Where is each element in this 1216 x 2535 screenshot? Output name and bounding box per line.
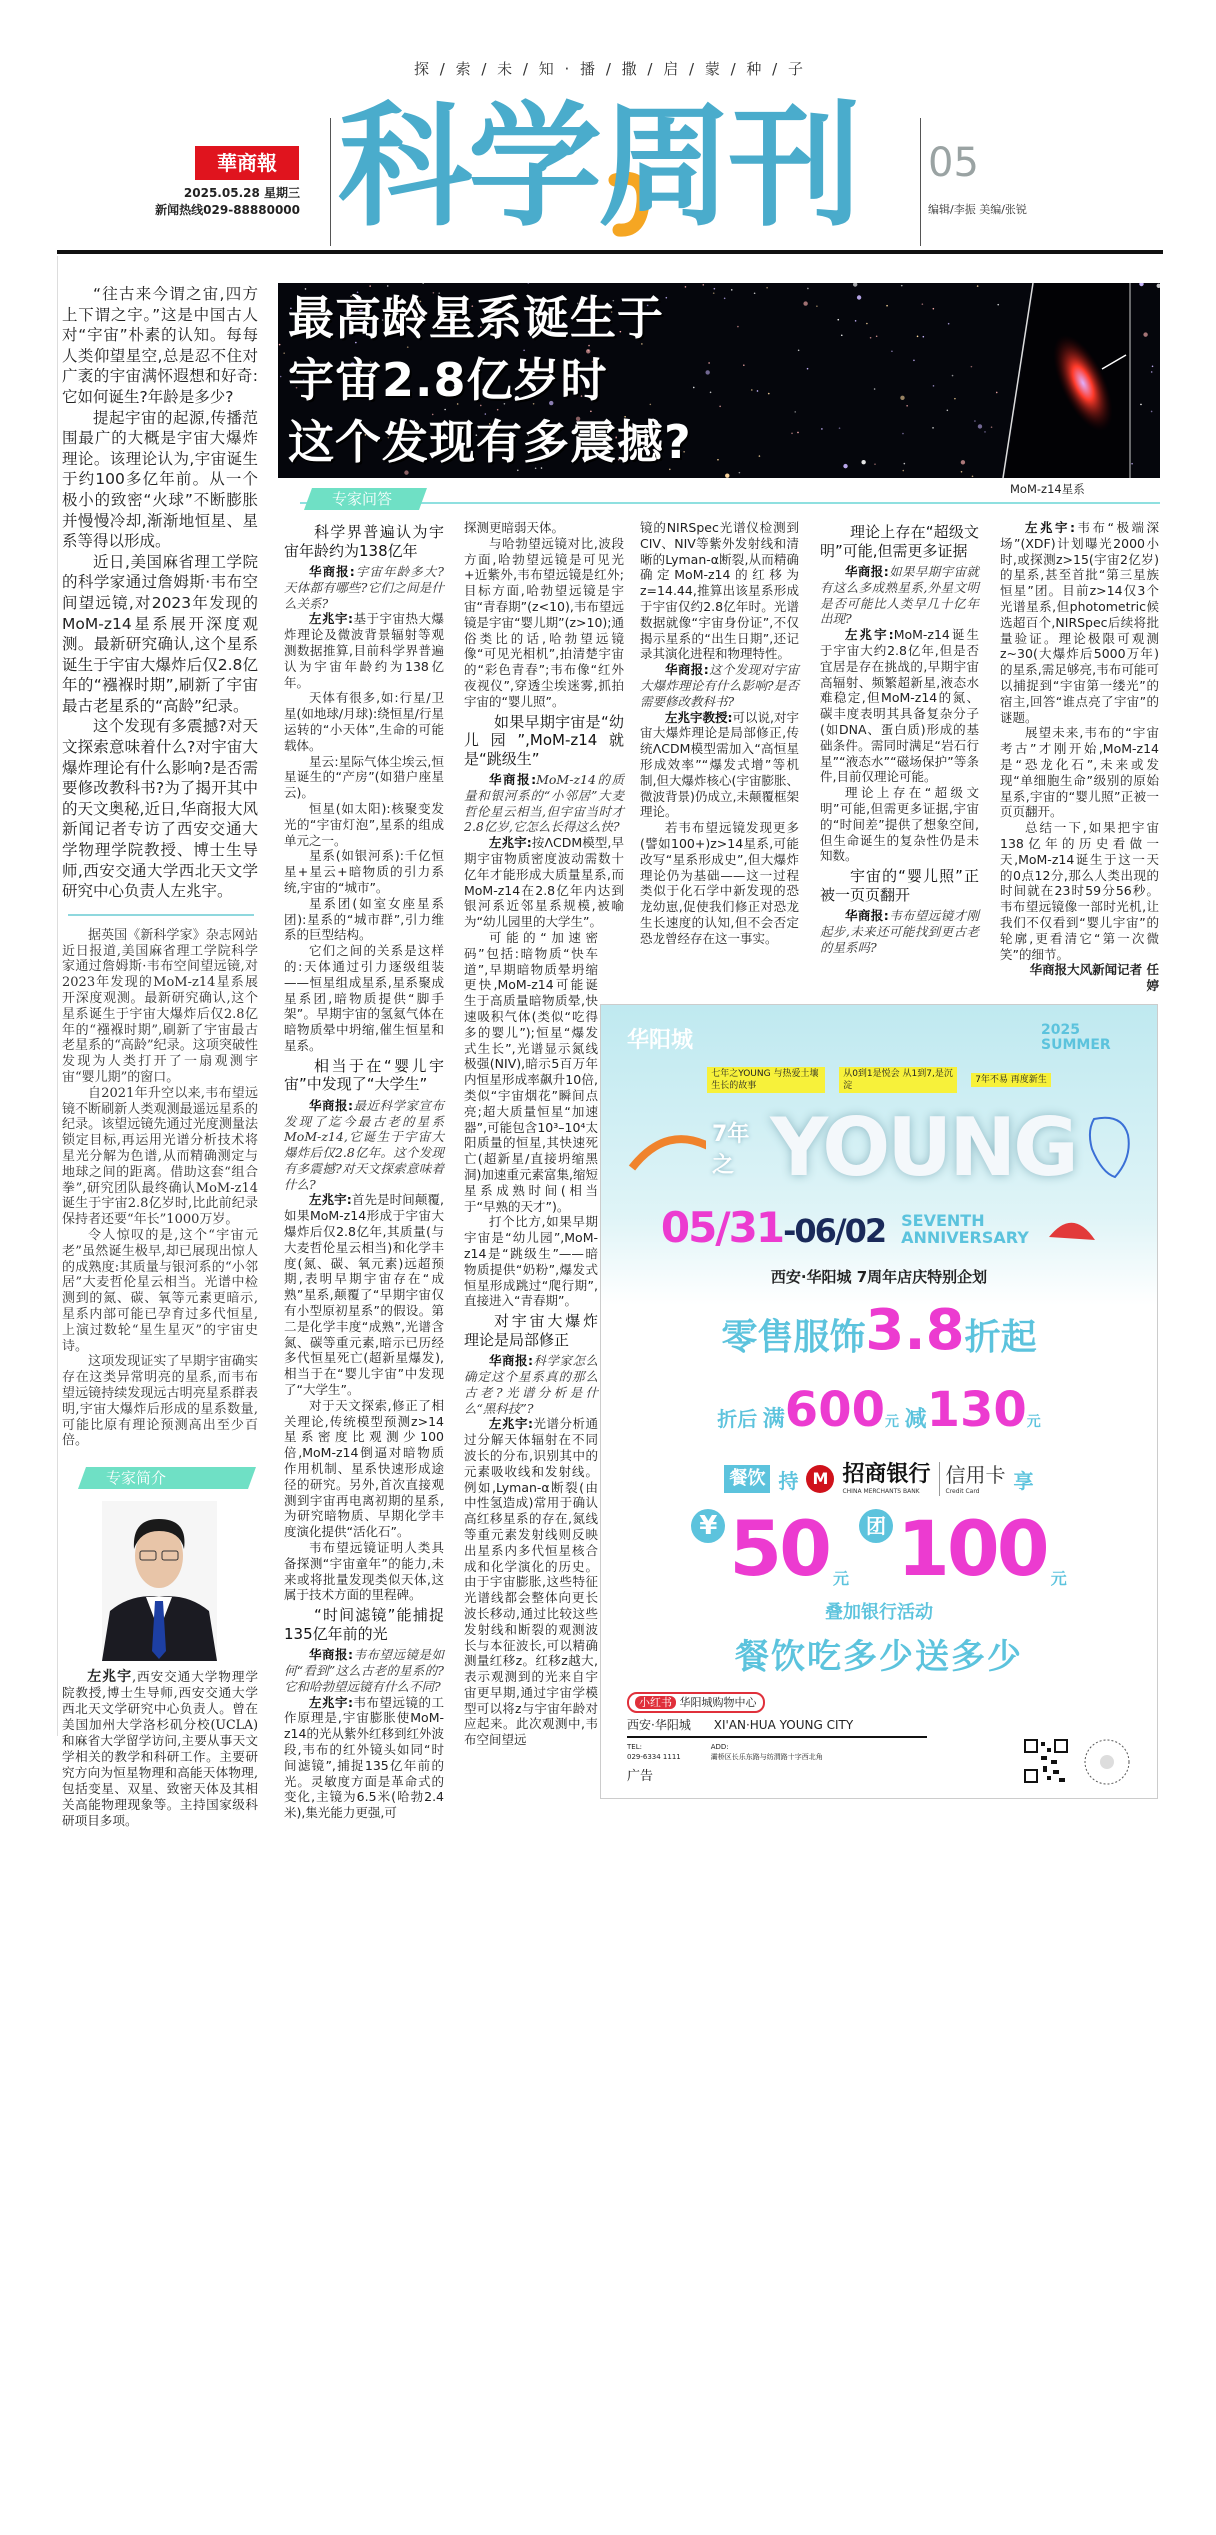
news-text: [62, 928, 258, 1449]
ad-tag-3: 7年不易 再度新生: [971, 1073, 1051, 1087]
answer-text: 基于宇宙热大爆炸理论及微波背景辐射等观测数据推算,目前科学界普遍认为宇宙年龄约为138亿年。: [284, 611, 444, 690]
paragraph: 理论上存在“超级文明”可能,但需更多证据,宇宙的“时间差”提供了想象空间,但生命诞生的复杂性仍是未知数。: [820, 785, 979, 864]
ad-address-text: 灞桥区长乐东路与纺渭路十字西北角: [710, 1752, 823, 1761]
right-area: [600, 520, 1160, 1799]
ad-contact: [627, 1691, 927, 1786]
speaker-label: 左兆宇:: [489, 1416, 533, 1432]
ad-location: [627, 1713, 927, 1738]
speaker-label: 左兆宇:: [489, 835, 532, 851]
paragraph: 总结一下,如果把宇宙138亿年的历史看做一天,MoM-z14诞生于这一天的0点12分,那么人类出现的时间就在23时59分56秒。韦布望远镜像一部时光机,让我们不仅看到“婴儿宇宙”的轮廓,更看清它“第一次微笑”的细节。: [1000, 820, 1159, 962]
reporter-byline: 华商报大风新闻记者 任婷: [1029, 962, 1159, 994]
speaker-label: 左兆宇:: [309, 611, 353, 627]
answer-text: 韦布望远镜的工作原理是,宇宙膨胀使MoM-z14的光从紫外红移到红外波段,韦布的红外镜头如同“时间滤镜”,捕捉135亿年前的光。灵敏度方面是革命式的变化,主镜为6.5米(哈勃2.4米),集光能力更强,可: [284, 1694, 444, 1821]
headline-line-2: 宇宙2.8亿岁时: [288, 353, 608, 407]
ad-bank-name: 招商银行: [842, 1462, 931, 1488]
ad-top-row: [627, 1023, 1131, 1054]
question-text: 最近科学家宣布发现了迄今最古老的星系MoM-z14,它诞生于宇宙大爆炸后仅2.8亿年。这个发现有多震撼?对天文探索意味着什么?: [284, 1097, 444, 1192]
news-paragraph: 自2021年升空以来,韦布望远镜不断刷新人类观测最遥远星系的纪录。该望远镜先通过光度测量法锁定目标,再运用光谱分析技术将星光分解为色谱,从而精确测定与地球之间的距离。借助这套“组合拳”,研究团队最终确认MoM-z14诞生于宇宙2.8亿岁时,比此前纪录保持者还要“年长”1000万岁。: [62, 1085, 258, 1228]
expert-photo: [102, 1501, 217, 1661]
reporter-question: [284, 564, 444, 611]
ad-yuan-2: 元: [1026, 1413, 1041, 1430]
reporter-question: [820, 908, 979, 955]
article-column-4: [820, 520, 979, 956]
speaker-label: 华商报:: [309, 1097, 353, 1113]
right-columns-row: [600, 520, 1160, 994]
image-caption: MoM-z14星系: [1010, 482, 1085, 496]
advertisement[interactable]: [600, 1004, 1158, 1799]
masthead-divider-left: [330, 118, 331, 246]
question-text: 科学家怎么确定这个星系真的那么古老?光谱分析是什么“黑科技”?: [464, 1353, 598, 1416]
ad-label: 广告: [627, 1768, 654, 1784]
ad-minus-amount: 130: [926, 1381, 1027, 1438]
ad-yuan-1: 元: [885, 1413, 899, 1430]
bank-logo-icon: M: [806, 1465, 834, 1493]
subheading: 理论上存在“超级文明”可能,但需更多证据: [820, 523, 979, 560]
answer-text: 按ΛCDM模型,早期宇宙物质密度波动需数十亿年才能形成大质量星系,而MoM-z14在2.8亿年内达到银河系近邻星系规模,被喻为“幼儿园里的大学生”。: [464, 835, 624, 930]
ad-tags-row: [627, 1067, 1131, 1093]
speaker-label: 华商报:: [845, 908, 889, 924]
ad-retail-suffix: 折起: [964, 1317, 1037, 1359]
portrait-icon: [102, 1501, 217, 1661]
editors-credit: 编辑/李振 美编/张锐: [928, 203, 1027, 216]
paragraph: 若韦布望远镜发现更多(譬如100+)z>14星系,可能改写“星系形成史”,但大爆炸理论仍为基础——这一过程类似于化石学中新发现的恐龙幼崽,促使我们修正对恐龙生长速度的认知,但不会否定恐龙曾经存在这一事实。: [640, 820, 799, 946]
question-text: 这个发现对宇宙大爆炸理论有什么影响?是否需要修改教科书?: [640, 662, 799, 709]
subheading: 相当于在“婴儿宇宙”中发现了“大学生”: [284, 1056, 444, 1094]
answer-text: MoM-z14诞生于宇宙大约2.8亿年,但是否宜居是存在挑战的,早期宇宙高辐射、频繁超新星,液态水难稳定,但MoM-z14的氮、碳丰度表明其具备复杂分子(如DNA、蛋白质)形成的基础条件。需同时满足“岩石行星”“液态水”“磁场保护”等条件,目前仅理论可能。: [820, 627, 980, 785]
ad-bank-en: CHINA MERCHANTS BANK: [842, 1488, 920, 1496]
expert-answer: [284, 1192, 444, 1397]
speaker-label: 华商报:: [665, 662, 709, 678]
question-text: 韦布望远镜是如何“看到”这么古老的星系的?它和哈勃望远镜有什么不同?: [284, 1647, 444, 1694]
ad-full-amount: 600: [784, 1381, 885, 1438]
qr-code-icon[interactable]: [1023, 1738, 1069, 1784]
subheading: 科学界普遍认为宇宙年龄约为138亿年: [284, 523, 444, 560]
ad-xhs-account: [627, 1692, 765, 1713]
ad-full-minus-offer: [627, 1382, 1131, 1450]
ad-card-en: Credit Card: [945, 1488, 980, 1496]
ad-card: 信用卡: [945, 1463, 1006, 1488]
ad-group-amount: 100: [897, 1503, 1047, 1593]
paragraph: 与哈勃望远镜对比,波段方面,哈勃望远镜是可见光+近紫外,韦布望远镜是红外;目标方面,哈勃望远镜是宇宙“青春期”(z<10),韦布望远镜是宇宙“婴儿期”(z>10);通俗类比的话,哈勃望远镜像“可见光相机”,拍清楚宇宙的“彩色青春”;韦布像“红外夜视仪”,穿透尘埃迷雾,抓拍宇宙的“婴儿照”。: [464, 535, 624, 709]
ad-hold: 持: [778, 1468, 799, 1493]
question-text: 韦布望远镜才刚起步,未来还可能找到更古老的星系吗?: [820, 908, 979, 955]
paragraph: 探测更暗弱天体。: [464, 520, 565, 535]
paragraph: 打个比方,如果早期宇宙是“幼儿园”,MoM-z14是“跳级生”——暗物质提供“奶粉”,爆发式恒星形成跳过“爬行期”,直接进入“青春期”。: [464, 1214, 598, 1309]
headline-image: [278, 283, 1160, 478]
ad-dining-badge: 餐饮: [724, 1465, 770, 1493]
ad-retail-offer: [627, 1300, 1131, 1369]
ad-xhs-label: 小红书: [635, 1696, 676, 1709]
ad-hero-row: [627, 1101, 1131, 1195]
ad-xhs-name: 华阳城购物中心: [679, 1695, 757, 1709]
ad-add-label: ADD:: [710, 1742, 729, 1751]
paragraph: 星云:星际气体尘埃云,恒星诞生的“产房”(如猎户座星云)。: [284, 753, 444, 801]
paragraph: 星系(如银河系):千亿恒星+星云+暗物质的引力系统,宇宙的“城市”。: [284, 848, 444, 895]
expert-answer: [820, 627, 979, 785]
question-text: MoM-z14的质量和银河系的“小邻居”大麦哲伦星云相当,但宇宙当时才2.8亿岁,它怎么长得这么快?: [464, 772, 624, 835]
ad-anniversary: SEVENTH ANNIVERSARY: [901, 1211, 1029, 1248]
headline: [288, 287, 692, 473]
subheading: 宇宙的“婴儿照”正被一页页翻开: [820, 867, 979, 904]
masthead-tagline: 探 / 索 / 未 / 知 · 播 / 撒 / 启 / 蒙 / 种 / 子: [413, 60, 807, 78]
ad-tel: [627, 1742, 681, 1762]
ad-retail-prefix: 零售服饰: [721, 1317, 866, 1359]
paragraph: 恒星(如太阳):核聚变发光的“宇宙灯泡”,星系的组成单元之一。: [284, 800, 444, 848]
profile-banner-label: 专家简介: [106, 1469, 167, 1488]
headline-line-1: 最高龄星系诞生于: [288, 291, 664, 345]
qa-banner: [304, 488, 427, 510]
paraglider-red-icon: [1047, 1212, 1097, 1246]
newspaper-logo: 華商報: [195, 146, 299, 180]
speaker-label: 华商报:: [489, 772, 537, 788]
ad-tel-number: 029-6334 1111: [627, 1752, 681, 1761]
ad-hero-word: YOUNG: [770, 1101, 1076, 1195]
question-text: 宇宙年龄多大?天体都有哪些?它们之间是什么关系?: [284, 564, 445, 611]
paragraph: 天体有很多,如:行星/卫星(如地球/月球):绕恒星/行星运转的“小天体”,生命的可能载体。: [284, 690, 444, 753]
intro-paragraph: 提起宇宙的起源,传播范围最广的大概是宇宙大爆炸理论。该理论认为,宇宙诞生于约100多亿年前。从一个极小的致密“火球”不断膨胀并慢慢冷却,渐渐地恒星、星系等得以形成。: [62, 408, 258, 551]
reporter-question: [284, 1647, 444, 1694]
ad-date-row: [627, 1204, 1131, 1255]
expert-bio: [62, 1669, 258, 1829]
qa-rule: [300, 502, 1160, 504]
masthead-divider-right: [920, 118, 921, 246]
answer-text: 首先是时间颠覆,如果MoM-z14形成于宇宙大爆炸后仅2.8亿年,其质量(与大麦哲伦星云相当)和化学丰度(氮、碳、氧元素)远超预期,表明早期宇宙存在“成熟”星系,颠覆了“早期宇宙仅有小型原初星系”的假设。第二是化学丰度“成熟”,光谱含氮、碳等重元素,暗示已历经多代恒星死亡(超新星爆发),相当于在“婴儿宇宙”中发现了“大学生”。: [284, 1192, 444, 1398]
paragraph: 展望未来,韦布的“宇宙考古”才刚开始,MoM-z14是“恐龙化石”,未来或发现“单细胞生命”级别的原始星系,宇宙的“婴儿照”正被一页页翻开。: [1000, 725, 1159, 820]
subheading: 对宇宙大爆炸理论是局部修正: [464, 1312, 598, 1349]
answer-text: 韦布“极端深场”(XDF)计划曝光2000小时,或探测z>15(宇宙2亿岁)的星系,甚至首批“第三星族恒星”团。目前z>14仅3个光谱星系,但photometric候选超百个,NIRSpec后续将批量验证。理论极限可观测z~30(大爆炸后5000万年)的星系,需足够亮,韦布可能可以捕捉到“宇宙第一缕光”的宿主,回答“谁点亮了宇宙”的谜题。: [1000, 520, 1160, 725]
intro-text: [62, 284, 258, 902]
reporter-question: [640, 662, 799, 709]
answer-text: 可以说,对宇宙大爆炸理论是局部修正,传统ΛCDM模型需加入“高恒星形成效率”“爆发式增”等机制,但大爆炸核心(宇宙膨胀、微波背景)仍成立,未颠覆框架理论。: [640, 709, 799, 820]
intro-paragraph: 近日,美国麻省理工学院的科学家通过詹姆斯·韦布空间望远镜,对2023年发现的MoM-z14星系展开深度观测。最新研究确认,这个星系诞生于宇宙大爆炸后仅2.8亿年的“襁褓时期”,刷新了宇宙最古老星系的“高龄”纪录。: [62, 552, 258, 715]
speaker-label: 华商报:: [489, 1353, 533, 1369]
ad-yen-icon: ¥: [691, 1509, 725, 1543]
paraglider-orange-icon: [627, 1123, 706, 1173]
ad-slogan: 餐饮吃多少送多少: [735, 1637, 1023, 1678]
ad-bank: [842, 1462, 930, 1496]
ad-yuan-4: 元: [1050, 1568, 1067, 1588]
answer-text: 光谱分析通过分解天体辐射在不同波长的分布,识别其中的元素吸收线和发射线。例如,Lyman-α断裂(由中性氢造成)常用于确认高红移星系的存在,氮线等重元素发射线则反映出星系内多代恒星核合成和化学演化的历史。由于宇宙膨胀,这些特征光谱线都会整体向更长波长移动,通过比较这些发射线和断裂的观测波长与本征波长,可以精确测量红移z。红移z越大,表示观测到的光来自宇宙更早期,通过宇宙学模型可以将z与宇宙年龄对应起来。此次观测中,韦布空间望远: [464, 1416, 598, 1748]
qa-banner-label: 专家问答: [332, 490, 393, 508]
ad-brand: 华阳城: [627, 1027, 694, 1053]
intro-paragraph: 这个发现有多震撼?对天文探索意味着什么?对宇宙大爆炸理论有什么影响?是否需要修改教科书?为了揭开其中的天文奥秘,近日,华商报大风新闻记者专访了西安交通大学物理学院教授、博士生导师,西安交通大学西北天文学研究中心负责人左兆宇。: [62, 717, 258, 901]
paragraph: 它们之间的关系是这样的:天体通过引力逐级组装——恒星组成星系,星系聚成星系团,暗物质提供“脚手架”。早期宇宙的氢氦气体在暗物质晕中坍缩,催生恒星和星系。: [284, 943, 444, 1053]
speaker-label: 华商报:: [309, 564, 355, 579]
ad-enjoy: 享: [1013, 1468, 1034, 1493]
subheading: 如果早期宇宙是“幼儿园”,MoM-z14就是“跳级生”: [464, 712, 624, 768]
speaker-label: 左兆宇:: [1025, 520, 1076, 535]
news-hotline: 新闻热线029-88880000: [155, 203, 300, 217]
speaker-label: 左兆宇教授:: [665, 709, 733, 725]
ad-retail-discount: 3.8: [865, 1298, 965, 1364]
ad-location-en: XI'AN·HUA YOUNG CITY: [713, 1717, 854, 1732]
paragraph: 星系团(如室女座星系团):星系的“城市群”,引力维系的巨型结构。: [284, 895, 444, 943]
paragraph: 可能的“加速密码”包括:暗物质“快车道”,早期暗物质晕坍缩更快,MoM-z14可能诞生于高质量暗物质晕,快速吸积气体(类似“吃得多的婴儿”);恒星“爆发式生长”,光谱显示氮线极强(NIV),暗示5百万年内恒星形成率飙升10倍,类似“宇宙烟花”瞬间点亮;超大质量恒星“加速器”,可能包含10³–10⁴太阳质量的恒星,其快速死亡(超新星/直接坍缩黑洞)加速重元素富集,缩短星系成熟时间(相当于“早熟的天才”)。: [464, 930, 598, 1214]
melting-clock-icon: [1082, 1113, 1131, 1183]
left-column: [62, 284, 258, 1829]
ad-hero-small: 7年之: [712, 1122, 750, 1179]
masthead-rule: [57, 250, 1163, 254]
ad-group-icon: 团: [859, 1509, 893, 1543]
subheading: “时间滤镜”能捕捉135亿年前的光: [284, 1606, 444, 1643]
ad-season: 2025 SUMMER: [1041, 1022, 1111, 1054]
expert-answer: [1000, 520, 1159, 725]
ad-subtitle: 西安·华阳城 7周年店庆特别企划: [770, 1268, 988, 1287]
news-paragraph: 令人惊叹的是,这个“宇宙元老”虽然诞生极早,却已展现出惊人的成熟度:其质量与银河系的“小邻居”大麦哲伦星云相当。光谱中检测到的氮、碳、氧等元素更暗示,星系内部可能已孕育过多代恒星,上演过数轮“星生星灭”的宇宙史诗。: [62, 1227, 258, 1354]
ad-coupon-row: [627, 1503, 1131, 1593]
ad-minus-label: 减: [904, 1406, 927, 1432]
expert-answer: [640, 710, 799, 821]
reporter-question: [284, 1098, 444, 1193]
speaker-label: 华商报:: [845, 564, 889, 579]
ad-tel-label: TEL:: [627, 1742, 642, 1751]
ad-date-end: -06/02: [783, 1211, 886, 1250]
ad-full-label: 满: [762, 1406, 785, 1432]
page-number: 05: [928, 140, 979, 186]
ad-card-block: [939, 1462, 1006, 1496]
paragraph: 韦布望远镜证明人类具备探测“宇宙童年”的能力,未来或将批量发现类似天体,这属于技术方面的里程碑。: [284, 1540, 444, 1603]
expert-answer: [284, 1695, 444, 1821]
paragraph: 对于天文探索,修正了相关理论,传统模型预测z>14星系密度比观测少100倍,MoM-z14倒逼对暗物质作用机制、星系快速形成途径的研究。另外,首次直接观测到宇宙再电离初期的星系,为研究暗物质、早期化学丰度演化提供“活化石”。: [284, 1397, 444, 1540]
expert-name: 左兆宇: [87, 1669, 133, 1686]
ad-after-label: 折后: [717, 1406, 758, 1431]
ad-tel-address-row: [627, 1742, 927, 1762]
article-column-5: [1000, 520, 1159, 994]
ad-location-cn: 西安·华阳城: [627, 1717, 691, 1732]
ad-codes: [1023, 1738, 1131, 1786]
page-frame-line: [57, 256, 58, 1736]
article-column-3: [640, 520, 799, 947]
speaker-label: 左兆宇:: [309, 1694, 353, 1710]
section-title: 科学周刊: [338, 89, 859, 245]
news-paragraph: 据英国《新科学家》杂志网站近日报道,美国麻省理工学院科学家通过詹姆斯·韦布空间望远镜,对2023年发现的MoM-z14星系展开深度观测。最新研究确认,这个星系诞生于宇宙大爆炸后仅2.8亿年的“襁褓时期”,刷新了宇宙最古老星系的“高龄”纪录。这项突破性发现为人类打开了一扇观测宇宙“婴儿期”的窗口。: [62, 927, 258, 1085]
news-paragraph: 这项发现证实了早期宇宙确实存在这类异常明亮的星系,而韦布望远镜持续发现远古明亮星系群表明,宇宙大爆炸后形成的星系数量,可能比原有理论预测高出至少百倍。: [62, 1354, 258, 1449]
article-column-1: [284, 520, 444, 1821]
ad-stack-label: 叠加银行活动: [825, 1601, 933, 1623]
ad-tag-1: 七年之YOUNG 与热爱土壤生长的故事: [707, 1067, 825, 1093]
ad-address: [711, 1742, 823, 1762]
question-text: 如果早期宇宙就有这么多成熟星系,外星文明是否可能比人类早几十亿年出现?: [820, 564, 979, 627]
ad-date-range: [661, 1204, 885, 1255]
speaker-label: 左兆宇:: [309, 1192, 352, 1208]
expert-bio-text: ,西安交通大学物理学院教授,博士生导师,西安交通大学西北天文学研究中心负责人。曾在美国加州大学洛杉矶分校(UCLA)和麻省大学留学访问,主要从事天文学相关的教学和科研工作。主要研究方向为恒星物理和高能天体物理,包括变星、双星、致密天体及其相关高能物理现象等。主持国家级科研项目多项。: [62, 1669, 258, 1829]
speaker-label: 左兆宇:: [845, 627, 894, 643]
paragraph: 镜的NIRSpec光谱仪检测到CIV、NIV等紫外发射线和清晰的Lyman-α断裂,从而精确确定MoM-z14的红移为z=14.44,推算出该星系形成于宇宙仅约2.8亿年时。光谱数据就像“宇宙身份证”,不仅揭示星系的“出生日期”,还记录其演化进程和物理特性。: [640, 520, 799, 662]
ad-bank-row: [627, 1462, 1131, 1496]
reporter-question: [820, 564, 979, 627]
issue-date: 2025.05.28 星期三: [183, 186, 300, 200]
ad-coupon-amount: 50: [729, 1503, 830, 1593]
ad-yuan-3: 元: [833, 1568, 850, 1588]
intro-paragraph: “往古来今谓之宙,四方上下谓之宇。”这是中国古人对“宇宙”朴素的认知。每每人类仰望星空,总是忍不住对广袤的宇宙满怀遐想和好奇:它如何诞生?年龄是多少?: [62, 285, 258, 406]
ad-footer: [627, 1691, 1131, 1786]
ad-tag-2: 从0到1是悦会 从1到7,是沉淀: [839, 1067, 957, 1093]
headline-line-3: 这个发现有多震撼?: [288, 415, 692, 469]
expert-answer: [284, 611, 444, 690]
profile-banner: [78, 1467, 256, 1489]
mini-program-code-icon[interactable]: [1083, 1738, 1131, 1786]
speaker-label: 华商报:: [309, 1647, 353, 1663]
intro-divider: [68, 914, 254, 916]
ad-date-start: 05/31: [660, 1202, 784, 1252]
